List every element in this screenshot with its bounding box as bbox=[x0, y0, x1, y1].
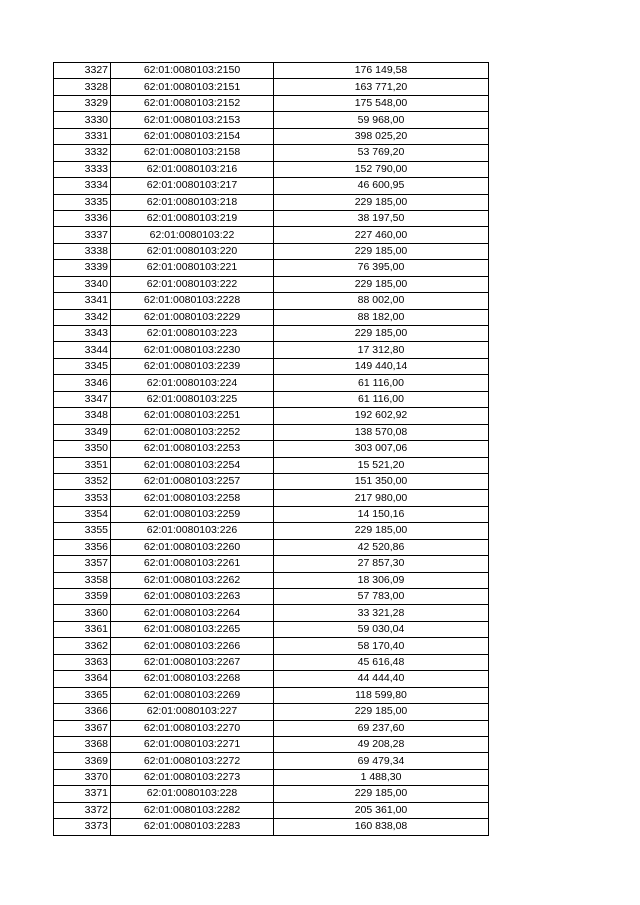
row-number-cell: 3333 bbox=[54, 161, 111, 177]
row-number-cell: 3349 bbox=[54, 424, 111, 440]
value-cell: 176 149,58 bbox=[274, 63, 489, 79]
table-row bbox=[54, 408, 489, 424]
cadastral-number-cell: 62:01:0080103:2261 bbox=[111, 556, 274, 572]
row-number-cell: 3358 bbox=[54, 572, 111, 588]
row-number-cell: 3361 bbox=[54, 621, 111, 637]
cadastral-number-cell: 62:01:0080103:2265 bbox=[111, 621, 274, 637]
value-cell: 205 361,00 bbox=[274, 802, 489, 818]
row-number-cell: 3350 bbox=[54, 441, 111, 457]
value-cell: 49 208,28 bbox=[274, 736, 489, 752]
cadastral-number-cell: 62:01:0080103:2263 bbox=[111, 589, 274, 605]
cadastral-number-cell: 62:01:0080103:2154 bbox=[111, 128, 274, 144]
value-cell: 163 771,20 bbox=[274, 79, 489, 95]
cadastral-number-cell: 62:01:0080103:2228 bbox=[111, 293, 274, 309]
row-number-cell: 3369 bbox=[54, 753, 111, 769]
row-number-cell: 3337 bbox=[54, 227, 111, 243]
table-row bbox=[54, 687, 489, 703]
row-number-cell: 3353 bbox=[54, 490, 111, 506]
cadastral-number-cell: 62:01:0080103:2258 bbox=[111, 490, 274, 506]
table-row bbox=[54, 473, 489, 489]
table-row bbox=[54, 145, 489, 161]
table-row bbox=[54, 621, 489, 637]
table-row bbox=[54, 161, 489, 177]
row-number-cell: 3331 bbox=[54, 128, 111, 144]
row-number-cell: 3343 bbox=[54, 326, 111, 342]
table-row bbox=[54, 802, 489, 818]
value-cell: 59 968,00 bbox=[274, 112, 489, 128]
cadastral-number-cell: 62:01:0080103:221 bbox=[111, 260, 274, 276]
table-row bbox=[54, 556, 489, 572]
row-number-cell: 3357 bbox=[54, 556, 111, 572]
row-number-cell: 3352 bbox=[54, 473, 111, 489]
table-body bbox=[54, 63, 489, 836]
table-row bbox=[54, 638, 489, 654]
cadastral-number-cell: 62:01:0080103:2283 bbox=[111, 819, 274, 835]
row-number-cell: 3342 bbox=[54, 309, 111, 325]
cadastral-number-cell: 62:01:0080103:227 bbox=[111, 704, 274, 720]
table-row bbox=[54, 720, 489, 736]
row-number-cell: 3360 bbox=[54, 605, 111, 621]
row-number-cell: 3328 bbox=[54, 79, 111, 95]
value-cell: 46 600,95 bbox=[274, 178, 489, 194]
table-row bbox=[54, 227, 489, 243]
row-number-cell: 3371 bbox=[54, 786, 111, 802]
value-cell: 38 197,50 bbox=[274, 210, 489, 226]
table-row bbox=[54, 342, 489, 358]
value-cell: 229 185,00 bbox=[274, 704, 489, 720]
cadastral-number-cell: 62:01:0080103:2266 bbox=[111, 638, 274, 654]
value-cell: 118 599,80 bbox=[274, 687, 489, 703]
table-row bbox=[54, 654, 489, 670]
value-cell: 229 185,00 bbox=[274, 243, 489, 259]
row-number-cell: 3334 bbox=[54, 178, 111, 194]
table-row bbox=[54, 786, 489, 802]
value-cell: 61 116,00 bbox=[274, 391, 489, 407]
row-number-cell: 3354 bbox=[54, 506, 111, 522]
table-row bbox=[54, 309, 489, 325]
cadastral-number-cell: 62:01:0080103:2253 bbox=[111, 441, 274, 457]
cadastral-number-cell: 62:01:0080103:2239 bbox=[111, 358, 274, 374]
table-row bbox=[54, 358, 489, 374]
cadastral-number-cell: 62:01:0080103:2273 bbox=[111, 769, 274, 785]
value-cell: 229 185,00 bbox=[274, 194, 489, 210]
row-number-cell: 3348 bbox=[54, 408, 111, 424]
cadastral-number-cell: 62:01:0080103:217 bbox=[111, 178, 274, 194]
value-cell: 59 030,04 bbox=[274, 621, 489, 637]
cadastral-number-cell: 62:01:0080103:216 bbox=[111, 161, 274, 177]
value-cell: 229 185,00 bbox=[274, 276, 489, 292]
value-cell: 17 312,80 bbox=[274, 342, 489, 358]
table-row bbox=[54, 128, 489, 144]
table-row bbox=[54, 293, 489, 309]
cadastral-value-table bbox=[53, 62, 489, 836]
value-cell: 398 025,20 bbox=[274, 128, 489, 144]
value-cell: 27 857,30 bbox=[274, 556, 489, 572]
table-row bbox=[54, 243, 489, 259]
cadastral-number-cell: 62:01:0080103:2269 bbox=[111, 687, 274, 703]
value-cell: 44 444,40 bbox=[274, 671, 489, 687]
table-row bbox=[54, 210, 489, 226]
row-number-cell: 3370 bbox=[54, 769, 111, 785]
table-row bbox=[54, 671, 489, 687]
value-cell: 229 185,00 bbox=[274, 326, 489, 342]
value-cell: 18 306,09 bbox=[274, 572, 489, 588]
value-cell: 303 007,06 bbox=[274, 441, 489, 457]
table-row bbox=[54, 63, 489, 79]
table-row bbox=[54, 424, 489, 440]
value-cell: 217 980,00 bbox=[274, 490, 489, 506]
table-row bbox=[54, 178, 489, 194]
table-row bbox=[54, 276, 489, 292]
row-number-cell: 3356 bbox=[54, 539, 111, 555]
cadastral-number-cell: 62:01:0080103:222 bbox=[111, 276, 274, 292]
row-number-cell: 3345 bbox=[54, 358, 111, 374]
value-cell: 175 548,00 bbox=[274, 95, 489, 111]
table-row bbox=[54, 506, 489, 522]
table-row bbox=[54, 704, 489, 720]
cadastral-number-cell: 62:01:0080103:225 bbox=[111, 391, 274, 407]
table-row bbox=[54, 819, 489, 835]
cadastral-number-cell: 62:01:0080103:2257 bbox=[111, 473, 274, 489]
value-cell: 229 185,00 bbox=[274, 523, 489, 539]
table-row bbox=[54, 260, 489, 276]
table-row bbox=[54, 572, 489, 588]
row-number-cell: 3346 bbox=[54, 375, 111, 391]
cadastral-number-cell: 62:01:0080103:224 bbox=[111, 375, 274, 391]
value-cell: 149 440,14 bbox=[274, 358, 489, 374]
cadastral-number-cell: 62:01:0080103:2271 bbox=[111, 736, 274, 752]
row-number-cell: 3362 bbox=[54, 638, 111, 654]
cadastral-number-cell: 62:01:0080103:2251 bbox=[111, 408, 274, 424]
cadastral-number-cell: 62:01:0080103:2152 bbox=[111, 95, 274, 111]
table-row bbox=[54, 375, 489, 391]
cadastral-number-cell: 62:01:0080103:2150 bbox=[111, 63, 274, 79]
table-row bbox=[54, 589, 489, 605]
row-number-cell: 3367 bbox=[54, 720, 111, 736]
value-cell: 152 790,00 bbox=[274, 161, 489, 177]
cadastral-number-cell: 62:01:0080103:219 bbox=[111, 210, 274, 226]
cadastral-number-cell: 62:01:0080103:228 bbox=[111, 786, 274, 802]
row-number-cell: 3347 bbox=[54, 391, 111, 407]
table-row bbox=[54, 605, 489, 621]
row-number-cell: 3355 bbox=[54, 523, 111, 539]
row-number-cell: 3365 bbox=[54, 687, 111, 703]
row-number-cell: 3341 bbox=[54, 293, 111, 309]
cadastral-number-cell: 62:01:0080103:2267 bbox=[111, 654, 274, 670]
row-number-cell: 3329 bbox=[54, 95, 111, 111]
row-number-cell: 3335 bbox=[54, 194, 111, 210]
cadastral-number-cell: 62:01:0080103:2259 bbox=[111, 506, 274, 522]
value-cell: 69 237,60 bbox=[274, 720, 489, 736]
value-cell: 45 616,48 bbox=[274, 654, 489, 670]
value-cell: 151 350,00 bbox=[274, 473, 489, 489]
value-cell: 192 602,92 bbox=[274, 408, 489, 424]
cadastral-number-cell: 62:01:0080103:226 bbox=[111, 523, 274, 539]
cadastral-number-cell: 62:01:0080103:2270 bbox=[111, 720, 274, 736]
cadastral-number-cell: 62:01:0080103:2252 bbox=[111, 424, 274, 440]
row-number-cell: 3338 bbox=[54, 243, 111, 259]
cadastral-number-cell: 62:01:0080103:2268 bbox=[111, 671, 274, 687]
row-number-cell: 3351 bbox=[54, 457, 111, 473]
cadastral-number-cell: 62:01:0080103:2260 bbox=[111, 539, 274, 555]
cadastral-number-cell: 62:01:0080103:2158 bbox=[111, 145, 274, 161]
value-cell: 227 460,00 bbox=[274, 227, 489, 243]
value-cell: 42 520,86 bbox=[274, 539, 489, 555]
value-cell: 33 321,28 bbox=[274, 605, 489, 621]
value-cell: 61 116,00 bbox=[274, 375, 489, 391]
row-number-cell: 3359 bbox=[54, 589, 111, 605]
value-cell: 76 395,00 bbox=[274, 260, 489, 276]
cadastral-number-cell: 62:01:0080103:2153 bbox=[111, 112, 274, 128]
row-number-cell: 3339 bbox=[54, 260, 111, 276]
row-number-cell: 3373 bbox=[54, 819, 111, 835]
table-row bbox=[54, 112, 489, 128]
table-row bbox=[54, 391, 489, 407]
table-row bbox=[54, 326, 489, 342]
cadastral-number-cell: 62:01:0080103:2282 bbox=[111, 802, 274, 818]
value-cell: 53 769,20 bbox=[274, 145, 489, 161]
table-row bbox=[54, 539, 489, 555]
cadastral-number-cell: 62:01:0080103:2229 bbox=[111, 309, 274, 325]
table-row bbox=[54, 457, 489, 473]
row-number-cell: 3344 bbox=[54, 342, 111, 358]
value-cell: 138 570,08 bbox=[274, 424, 489, 440]
row-number-cell: 3332 bbox=[54, 145, 111, 161]
table-row bbox=[54, 769, 489, 785]
table-row bbox=[54, 441, 489, 457]
cadastral-number-cell: 62:01:0080103:2254 bbox=[111, 457, 274, 473]
cadastral-number-cell: 62:01:0080103:2230 bbox=[111, 342, 274, 358]
row-number-cell: 3327 bbox=[54, 63, 111, 79]
table-row bbox=[54, 79, 489, 95]
row-number-cell: 3330 bbox=[54, 112, 111, 128]
cadastral-number-cell: 62:01:0080103:2264 bbox=[111, 605, 274, 621]
value-cell: 1 488,30 bbox=[274, 769, 489, 785]
table-row bbox=[54, 736, 489, 752]
table-row bbox=[54, 523, 489, 539]
cadastral-number-cell: 62:01:0080103:2272 bbox=[111, 753, 274, 769]
row-number-cell: 3372 bbox=[54, 802, 111, 818]
value-cell: 58 170,40 bbox=[274, 638, 489, 654]
table-row bbox=[54, 95, 489, 111]
cadastral-number-cell: 62:01:0080103:2262 bbox=[111, 572, 274, 588]
cadastral-number-cell: 62:01:0080103:220 bbox=[111, 243, 274, 259]
table-row bbox=[54, 194, 489, 210]
value-cell: 69 479,34 bbox=[274, 753, 489, 769]
cadastral-number-cell: 62:01:0080103:223 bbox=[111, 326, 274, 342]
value-cell: 14 150,16 bbox=[274, 506, 489, 522]
row-number-cell: 3366 bbox=[54, 704, 111, 720]
value-cell: 88 182,00 bbox=[274, 309, 489, 325]
row-number-cell: 3336 bbox=[54, 210, 111, 226]
row-number-cell: 3340 bbox=[54, 276, 111, 292]
row-number-cell: 3364 bbox=[54, 671, 111, 687]
value-cell: 15 521,20 bbox=[274, 457, 489, 473]
table-row bbox=[54, 753, 489, 769]
value-cell: 88 002,00 bbox=[274, 293, 489, 309]
value-cell: 57 783,00 bbox=[274, 589, 489, 605]
cadastral-number-cell: 62:01:0080103:2151 bbox=[111, 79, 274, 95]
row-number-cell: 3368 bbox=[54, 736, 111, 752]
row-number-cell: 3363 bbox=[54, 654, 111, 670]
cadastral-number-cell: 62:01:0080103:218 bbox=[111, 194, 274, 210]
table-row bbox=[54, 490, 489, 506]
value-cell: 229 185,00 bbox=[274, 786, 489, 802]
cadastral-number-cell: 62:01:0080103:22 bbox=[111, 227, 274, 243]
value-cell: 160 838,08 bbox=[274, 819, 489, 835]
